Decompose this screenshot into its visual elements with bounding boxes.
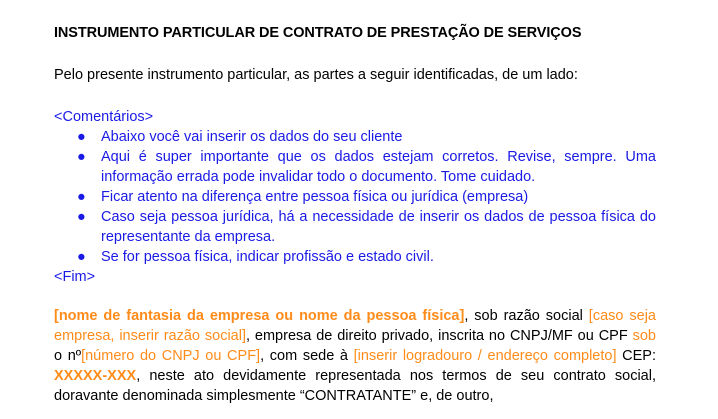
comment-text: Aqui é super importante que os dados estejam corretos. Revise, sempre. Uma informação errada pode invalidar todo o documento. Tome cuidado. bbox=[101, 149, 656, 185]
comments-open-tag: <Comentários> bbox=[54, 109, 154, 125]
placeholder-company-name: [nome de fantasia da empresa ou nome da pessoa física] bbox=[54, 308, 465, 324]
bullet-icon: ● bbox=[77, 129, 86, 145]
document-title: INSTRUMENTO PARTICULAR DE CONTRATO DE PRESTAÇÃO DE SERVIÇOS bbox=[54, 25, 582, 41]
paragraph-text: CEP: bbox=[616, 348, 657, 364]
placeholder-cnpj-cpf: [número do CNPJ ou CPF] bbox=[81, 348, 261, 364]
comment-item bbox=[54, 127, 656, 147]
paragraph-text: , sob razão social bbox=[464, 308, 589, 324]
comment-item bbox=[54, 147, 656, 187]
comment-item bbox=[54, 207, 656, 247]
placeholder-razao-social: [caso seja empresa, inserir razão social] bbox=[54, 308, 656, 344]
placeholder-sob: sob bbox=[632, 328, 656, 344]
comment-item bbox=[54, 187, 656, 207]
placeholder-address: [inserir logradouro / endereço completo] bbox=[353, 348, 617, 364]
comment-text: Ficar atento na diferença entre pessoa física ou jurídica (empresa) bbox=[101, 189, 529, 205]
comments-block bbox=[54, 107, 656, 287]
bullet-icon: ● bbox=[77, 209, 86, 225]
intro-paragraph: Pelo presente instrumento particular, as partes a seguir identificadas, de um lado: bbox=[54, 67, 578, 83]
bullet-icon: ● bbox=[77, 149, 86, 165]
comments-list bbox=[54, 127, 656, 267]
paragraph-text: , empresa de direito privado, inscrita no CNPJ/MF ou CPF bbox=[245, 328, 633, 344]
paragraph-text: , com sede à bbox=[260, 348, 354, 364]
contractor-paragraph bbox=[54, 306, 656, 406]
comment-text: Abaixo você vai inserir os dados do seu cliente bbox=[101, 129, 403, 145]
bullet-icon: ● bbox=[77, 249, 86, 265]
comment-text: Se for pessoa física, indicar profissão e estado civil. bbox=[101, 249, 434, 265]
placeholder-cep: XXXXX-XXX bbox=[54, 368, 137, 384]
paragraph-text: , neste ato devidamente representada nos termos de seu contrato social, doravante denominada simplesmente “CONTRATANTE” e, de outro, bbox=[54, 368, 656, 404]
comment-text: Caso seja pessoa jurídica, há a necessidade de inserir os dados de pessoa física do representante da empresa. bbox=[101, 209, 656, 245]
comment-item bbox=[54, 247, 656, 267]
paragraph-text: o nº bbox=[54, 348, 82, 364]
comments-close-tag: <Fim> bbox=[54, 269, 96, 285]
bullet-icon: ● bbox=[77, 189, 86, 205]
